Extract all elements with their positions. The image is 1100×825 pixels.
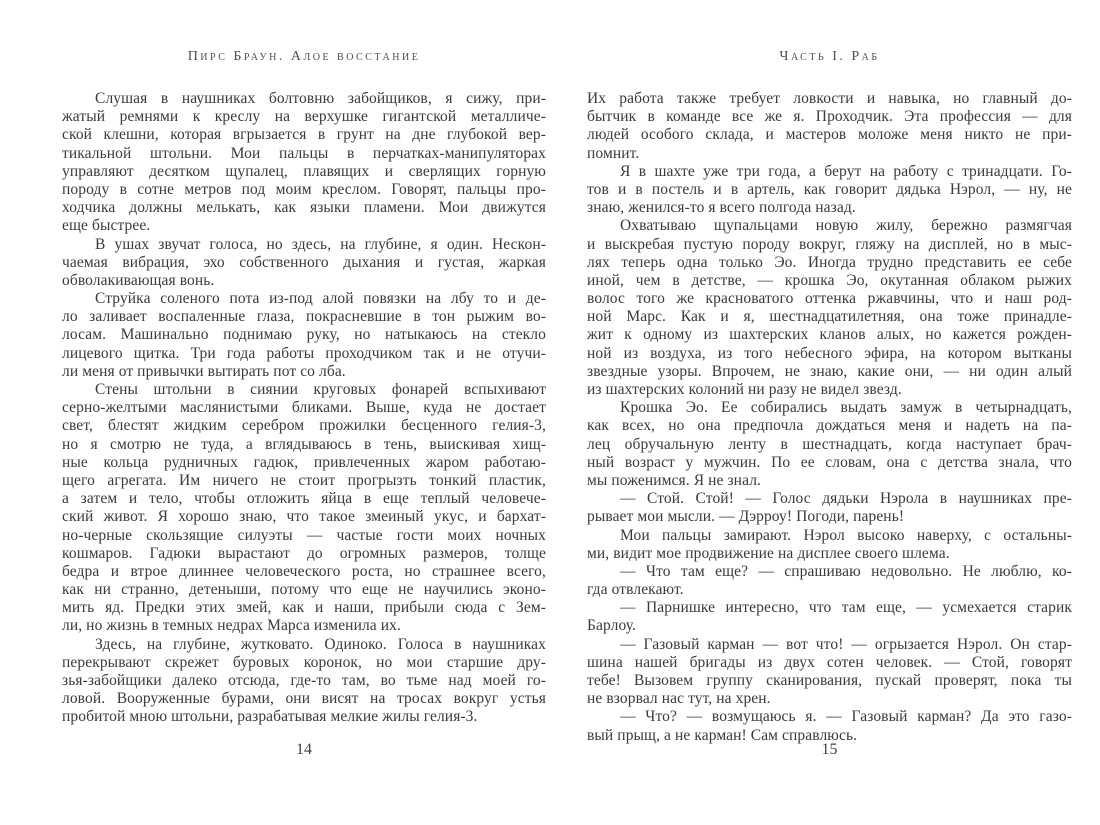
text-line: лицевого щитка. Три года работы проходчиком так и не отучи- — [62, 344, 546, 362]
text-line: ли меня от привычки вытирать пот со лба. — [62, 362, 346, 380]
text-line: — Что там еще? — спрашиваю недовольно. Не люблю, ко- — [620, 562, 1072, 580]
paragraph — [62, 290, 546, 381]
text-line: ло заливает воспаленные глаза, покрасневшие в тон рыжим во- — [62, 308, 546, 326]
text-line: щего агрегата. Им ничего не стоит прогрызть тонкий пластик, — [62, 471, 546, 489]
text-line: чаемая вибрация, эхо собственного дыхания и густая, жаркая — [62, 253, 546, 271]
text-line: Их работа также требует ловкости и навыка, но главный до- — [587, 90, 1072, 107]
paragraph — [587, 399, 1072, 490]
paragraph — [62, 90, 546, 236]
text-line: кошмаров. Гадюки вырастают до огромных размеров, толще — [62, 544, 546, 562]
text-line: бедра и втрое длиннее человеческого роста, но страшнее всего, — [62, 562, 546, 580]
paragraph — [587, 708, 1072, 744]
text-line: Я в шахте уже три года, а берут на работу с тринадцати. Го- — [620, 162, 1072, 180]
text-line: не взорвал нас тут, на хрен. — [587, 690, 771, 708]
page-right — [587, 0, 1072, 825]
text-line: Крошка Эо. Ее собирались выдать замуж в четырнадцать, — [620, 399, 1072, 417]
paragraph — [62, 636, 546, 727]
text-line: Стены штольни в сиянии круговых фонарей вспыхивают — [95, 381, 546, 398]
text-line: мы поженимся. Я не знал. — [587, 471, 762, 489]
text-line: но-черные скользящие силуэты — частые гости моих ночных — [62, 526, 546, 544]
text-line: лях теперь одна только Эо. Иногда трудно представить ее себе — [587, 253, 1072, 271]
page-body-right — [587, 90, 1072, 745]
text-line: ные кольца рудничных гадюк, привлеченных жаром работаю- — [62, 453, 546, 471]
text-line: Струйка соленого пота из-под алой повязки на лбу то и де- — [95, 290, 546, 308]
text-line: ной из воздуха, из того небесного эфира, на котором вытканы — [587, 344, 1072, 362]
text-line: Слушая в наушниках болтовню забойщиков, я сижу, при- — [95, 90, 546, 107]
running-header-right: Часть I. Раб — [779, 49, 880, 64]
text-line: тов и в постель и в артель, как говорит дядька Нэрол, — ну, не — [587, 180, 1072, 198]
text-line: перекрывают скрежет буровых коронок, но мои старшие дру- — [62, 653, 546, 671]
text-line: Барлоу. — [587, 617, 636, 635]
text-line: тебе! Вызовем группу сканирования, пускай проверят, пока ты — [587, 672, 1072, 689]
text-line: зья-забойщики далеко отсюда, где-то там, во тьме над моей го- — [62, 672, 546, 689]
text-line: ский живот. Я хорошо знаю, что такое змеиный укус, и бархат- — [62, 508, 546, 526]
paragraph — [587, 599, 1072, 635]
text-line: серно-желтыми маслянистыми бликами. Выше, куда не достает — [62, 399, 546, 417]
paragraph — [587, 90, 1072, 163]
text-line: — Стой. Стой! — Голос дядьки Нэрола в наушниках пре- — [620, 490, 1072, 508]
text-line: ми, видит мое продвижение на дисплее своего шлема. — [587, 544, 950, 562]
text-line: как ни странно, детеныши, потому что еще не научились эконо- — [62, 581, 546, 599]
text-line: шина нашей бригады из двух сотен человек. — Стой, говорят — [587, 653, 1072, 671]
paragraph — [587, 636, 1072, 709]
text-line: а затем и тело, чтобы отложить яйца в еще теплый человече- — [62, 490, 546, 508]
text-line: лец обручальную ленту в шестнадцать, когда наступает брач- — [587, 435, 1072, 453]
text-line: вый прыщ, а не карман! Сам справлюсь. — [587, 726, 858, 744]
text-line: еще быстрее. — [62, 217, 151, 235]
page-left — [62, 0, 546, 825]
text-line: знаю, женился-то я всего полгода назад. — [587, 199, 856, 217]
page-body-left — [62, 90, 546, 727]
text-line: лосам. Машинально поднимаю руку, но натыкаюсь на стекло — [62, 326, 546, 344]
text-line: и выскребая пустую породу вокруг, гляжу на дисплей, но в мыс- — [587, 235, 1072, 253]
text-line: тикальной штольни. Мои пальцы в перчатках-манипуляторах — [62, 144, 546, 162]
text-line: рывает мои мысли. — Дэрроу! Погоди, парень! — [587, 508, 905, 526]
page-number-right: 15 — [821, 741, 838, 758]
text-line: управляют десятком щупалец, плавящих и сверлящих горную — [62, 162, 546, 180]
text-line: людей особого склада, и мастеров моложе меня никто не при- — [587, 126, 1072, 144]
text-line: ходчика должны мелькать, как языки пламени. Мои движутся — [62, 199, 546, 217]
text-line: мить яд. Предки этих змей, как и наши, прибыли сюда с Зем- — [62, 599, 546, 617]
paragraph — [62, 236, 546, 291]
text-line: помнит. — [587, 144, 640, 162]
text-line: ли, но жизнь в темных недрах Марса изменила их. — [62, 617, 401, 635]
text-line: бытчик в команде все же я. Проходчик. Эта профессия — для — [587, 108, 1072, 126]
text-line: волос того же красноватого оттенка ржавчины, что и наш род- — [587, 290, 1072, 308]
text-line: Охватываю щупальцами новую жилу, бережно размягчая — [620, 217, 1072, 235]
text-line: жит к одному из шахтерских кланов алых, но кажется рожден- — [587, 326, 1072, 344]
text-line: звездные узоры. Впрочем, не знаю, какие они, — ни один алый — [587, 362, 1072, 380]
text-line: жатый ремнями к креслу на верхушке гигантской металличе- — [62, 108, 546, 126]
text-line: — Парнишке интересно, что там еще, — усмехается старик — [620, 599, 1072, 617]
text-line: породу в сотне метров под моим креслом. Говорят, пальцы про- — [62, 180, 546, 198]
text-line: ловой. Вооруженные бурами, они висят на тросах вокруг устья — [62, 690, 546, 708]
text-line: ской клешни, которая вгрызается в грунт на дне глубокой вер- — [62, 126, 546, 144]
text-line: В ушах звучат голоса, но здесь, на глубине, я один. Нескон- — [95, 235, 546, 253]
text-line: но я смотрю не туда, а вглядываюсь в тень, выискивая хищ- — [62, 435, 546, 453]
text-line: ный возраст у мужчин. По ее словам, она с детства знала, что — [587, 453, 1072, 471]
paragraph — [587, 563, 1072, 599]
text-line: ной Марс. Как и я, шестнадцатилетняя, она тоже принадле- — [587, 308, 1072, 326]
paragraph — [587, 527, 1072, 563]
text-line: свет, блестят жидким серебром прожилки бесценного гелия-3, — [62, 417, 546, 435]
text-line: гда отвлекают. — [587, 581, 684, 599]
running-header-left: Пирс Браун. Алое восстание — [187, 49, 421, 64]
text-line: — Газовый карман — вот что! — огрызается Нэрол. Он стар- — [620, 635, 1072, 653]
paragraph — [587, 490, 1072, 526]
text-line: как всех, но она предпочла дождаться меня и надеть на па- — [587, 417, 1072, 435]
text-line: пробитой мною штольни, разрабатывая мелкие жилы гелия-3. — [62, 708, 478, 726]
text-line: иной, чем в детстве, — крошка Эо, окутанная облаком рыжих — [587, 271, 1072, 289]
text-line: из шахтерских колоний ни разу не видел звезд. — [587, 381, 902, 398]
paragraph — [62, 381, 546, 636]
text-line: обволакивающая вонь. — [62, 271, 215, 289]
text-line: Здесь, на глубине, жутковато. Одиноко. Голоса в наушниках — [95, 635, 546, 653]
paragraph — [587, 217, 1072, 399]
paragraph — [587, 163, 1072, 218]
page-number-left: 14 — [296, 741, 312, 758]
text-line: — Что? — возмущаюсь я. — Газовый карман? Да это газо- — [620, 708, 1072, 726]
text-line: Мои пальцы замирают. Нэрол высоко наверху, с остальны- — [620, 526, 1072, 544]
